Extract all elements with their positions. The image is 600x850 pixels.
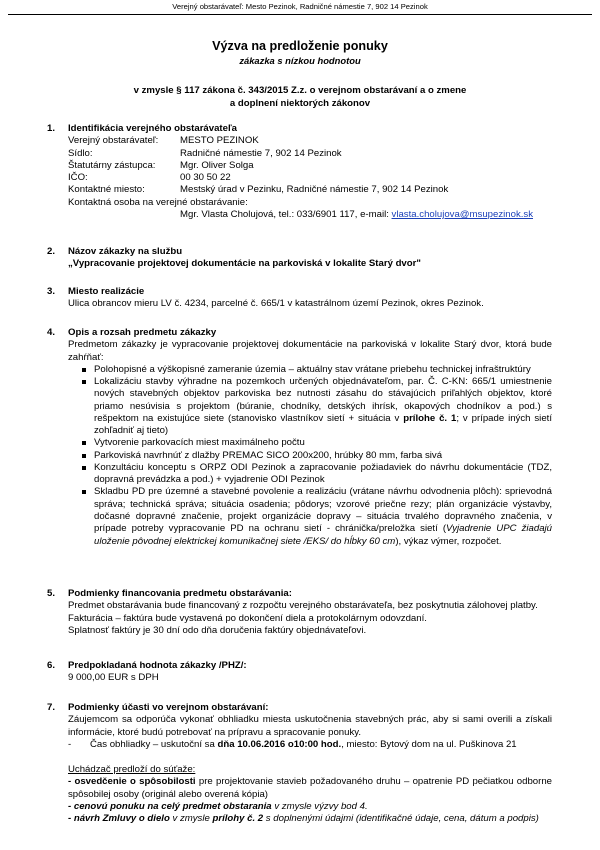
- section-contract-name: [47, 246, 552, 271]
- list-item-text: Skladbu PD pre územné a stavebné povolenie a realizáciu (vrátane návrhu odvodnenia plôch): sprievodná správa; technická správa; situácia osadenia; pôdorys; vzorové priečne rezy; plán organizácie výstavby, dočasné dopravné značenie, projekt organizácie dopravy – situácia trvalého dopravného značenia, v prípade potreby vypracovanie PD na ochranu sietí - chránička/preložka sietí (: [94, 486, 552, 535]
- annex-reference: prílohe č. 1: [403, 412, 457, 424]
- info-value: MESTO PEZINOK: [180, 135, 259, 147]
- section-number: 6.: [47, 660, 56, 671]
- section-title: Predpokladaná hodnota zákazky /PHZ/:: [68, 660, 247, 671]
- section-title: Názov zákazky na službu: [68, 246, 183, 257]
- document-subtitle: zákazka s nízkou hodnotou: [239, 55, 361, 67]
- section-participation: [47, 702, 552, 825]
- list-item: Vytvorenie parkovacích miest maximálneho počtu: [94, 437, 552, 449]
- header-divider: [8, 14, 592, 15]
- section-number: 2.: [47, 246, 56, 257]
- info-value: 00 30 50 22: [180, 172, 231, 184]
- email-link[interactable]: vlasta.cholujova@msupezinok.sk: [391, 208, 533, 220]
- info-label: Kontaktné miesto:: [68, 184, 145, 196]
- financing-line: Splatnosť faktúry je 30 dní odo dňa doručenia faktúry objednávateľovi.: [68, 624, 367, 636]
- info-label: Verejný obstarávateľ:: [68, 135, 159, 147]
- estimated-value: 9 000,00 EUR s DPH: [68, 672, 159, 684]
- legal-basis: [0, 85, 600, 110]
- financing-line: Fakturácia – faktúra bude vystavená po dokončení diela a protokolárnym odovzdaní.: [68, 612, 427, 624]
- section-number: 5.: [47, 588, 56, 599]
- inspection-text: [90, 739, 517, 751]
- title-block: [0, 38, 600, 110]
- submission-item-text: v zmysle výzvy bod 4.: [271, 800, 368, 812]
- inspection-time: [68, 739, 552, 751]
- section-title: Podmienky účasti vo verejnom obstarávaní:: [68, 702, 269, 713]
- section-estimated-value: [47, 660, 552, 685]
- submission-item-text: pre projektovanie stavieb požadovaného druhu – opatrenie PD pečiatkou odborne spôsobilej osoby (originál alebo overená kópia): [68, 776, 552, 800]
- info-row: [68, 184, 552, 196]
- participation-text: Záujemcom sa odporúča vykonať obhliadku miesta uskutočnenia stavebných prác, aby si sami overili a získali informácie, ktoré budú potrebovať na prípravu a spracovanie ponuky.: [68, 714, 552, 738]
- section-title: Opis a rozsah predmetu zákazky: [68, 327, 217, 338]
- info-row: [68, 172, 552, 184]
- list-item-text: ), výkaz výmer, rozpočet.: [395, 535, 502, 547]
- contact-person-text: Mgr. Vlasta Cholujová, tel.: 033/6901 117, e-mail:: [180, 208, 392, 220]
- info-label: Sídlo:: [68, 147, 93, 159]
- info-label: IČO:: [68, 172, 88, 184]
- submission-item: [68, 813, 552, 825]
- submission-item-bold: - návrh Zmluvy o dielo: [68, 813, 170, 825]
- legal-basis-line-2: a doplnení niektorých zákonov: [229, 97, 371, 109]
- info-row: [68, 135, 552, 147]
- section-financing: [47, 588, 552, 637]
- scope-intro: Predmetom zákazky je vypracovanie projektovej dokumentácie na parkoviská v lokalite Starý dvor, ktorá bude zahŕňať:: [68, 339, 552, 363]
- location-text: Ulica obrancov mieru LV č. 4234, parcelné č. 665/1 v katastrálnom území Pezinok, okres Pezinok.: [68, 298, 484, 310]
- inspection-date: dňa 10.06.2016 o10:00 hod.: [217, 738, 342, 750]
- list-item: Konzultáciu konceptu s ORPZ ODI Pezinok a zapracovanie požiadaviek do návrhu dokumentácie (TDZ, dopravná prevádzka a pod.) + vyjadrenie ODI Pezinok: [94, 461, 552, 486]
- submission-item-text: s doplnenými údajmi (identifikačné údaje, cena, dátum a podpis): [263, 813, 539, 825]
- info-value: Radničné námestie 7, 902 14 Pezinok: [180, 147, 342, 159]
- info-row: [68, 160, 552, 172]
- contact-label: Kontaktná osoba na verejné obstarávanie:: [68, 196, 248, 208]
- section-number: 1.: [47, 123, 56, 134]
- submission-item-bold: - osvedčenie o spôsobilosti: [68, 776, 196, 788]
- section-number: 7.: [47, 702, 56, 713]
- inspection-label: Čas obhliadky – uskutoční sa: [90, 738, 218, 750]
- section-scope: [47, 327, 552, 548]
- submission-item-bold: - cenovú ponuku na celý predmet obstarania: [68, 800, 272, 812]
- list-item: [94, 486, 552, 547]
- info-label: Štatutárny zástupca:: [68, 159, 156, 171]
- financing-line: Predmet obstarávania bude financovaný z rozpočtu verejného obstarávateľa, bez poskytnutia zálohovej platby.: [68, 600, 538, 612]
- scope-list: [68, 364, 552, 548]
- info-row: [68, 148, 552, 160]
- page-header: Verejný obstarávateľ: Mesto Pezinok, Radničné námestie 7, 902 14 Pezinok: [172, 2, 428, 11]
- section-number: 4.: [47, 327, 56, 338]
- info-value: Mgr. Oliver Solga: [180, 159, 254, 171]
- list-item: Parkoviská navrhnúť z dlažby PREMAC SICO 200x200, hrúbky 80 mm, farba sivá: [94, 450, 552, 462]
- info-value: Mestský úrad v Pezinku, Radničné námestie 7, 902 14 Pezinok: [180, 184, 449, 196]
- contact-person: [68, 209, 552, 221]
- section-location: [47, 286, 552, 311]
- document-title: Výzva na predloženie ponuky: [212, 39, 388, 53]
- list-item-text: ; v prípade iných sietí zohľadniť aj tieto): [94, 412, 552, 437]
- annex-reference: prílohy č. 2: [212, 813, 264, 825]
- section-title: Podmienky financovania predmetu obstarávania:: [68, 588, 292, 599]
- inspection-place: , miesto: Bytový dom na ul. Puškinova 21: [341, 738, 517, 750]
- list-item-text: Lokalizáciu stavby výhradne na pozemkoch určených objednávateľom, par. Č. C-KN: 665/1 umiestnenie nových stavebných objektov parkoviska bez nutnosti zásahu do stávajúcich priľahlých objektov, ktoré priamo nesúvisia s projektom (búranie, chodníky, detských ihrísk, okapových chodníkov a pod.) s rešpektom na existujúce siete (stanovisko vlastníkov sietí + situácia v: [94, 376, 552, 424]
- list-item: [94, 376, 552, 437]
- submission-item: [68, 801, 552, 813]
- submission-heading: Uchádzač predloží do súťaže:: [68, 764, 196, 776]
- submission-item: [68, 776, 552, 801]
- contract-name: „Vypracovanie projektovej dokumentácie na parkoviská v lokalite Starý dvor": [68, 258, 421, 270]
- section-title: Identifikácia verejného obstarávateľa: [68, 123, 237, 134]
- section-title: Miesto realizácie: [68, 286, 145, 297]
- section-number: 3.: [47, 286, 56, 297]
- list-item: Polohopisné a výškopisné zameranie územia – aktuálny stav vrátane priebehu technickej infraštruktúry: [94, 364, 552, 376]
- submission-item-text: v zmysle: [169, 813, 213, 825]
- legal-basis-line-1: v zmysle § 117 zákona č. 343/2015 Z.z. o verejnom obstarávaní a o zmene: [133, 85, 467, 97]
- section-identification: [47, 123, 552, 221]
- dash-marker: -: [68, 738, 72, 750]
- list-item-italic: Vyjadrenie UPC žiadajú uloženie pôvodnej elektrickej komunikačnej siete /EKS/ do hĺbky 60 cm: [94, 523, 552, 547]
